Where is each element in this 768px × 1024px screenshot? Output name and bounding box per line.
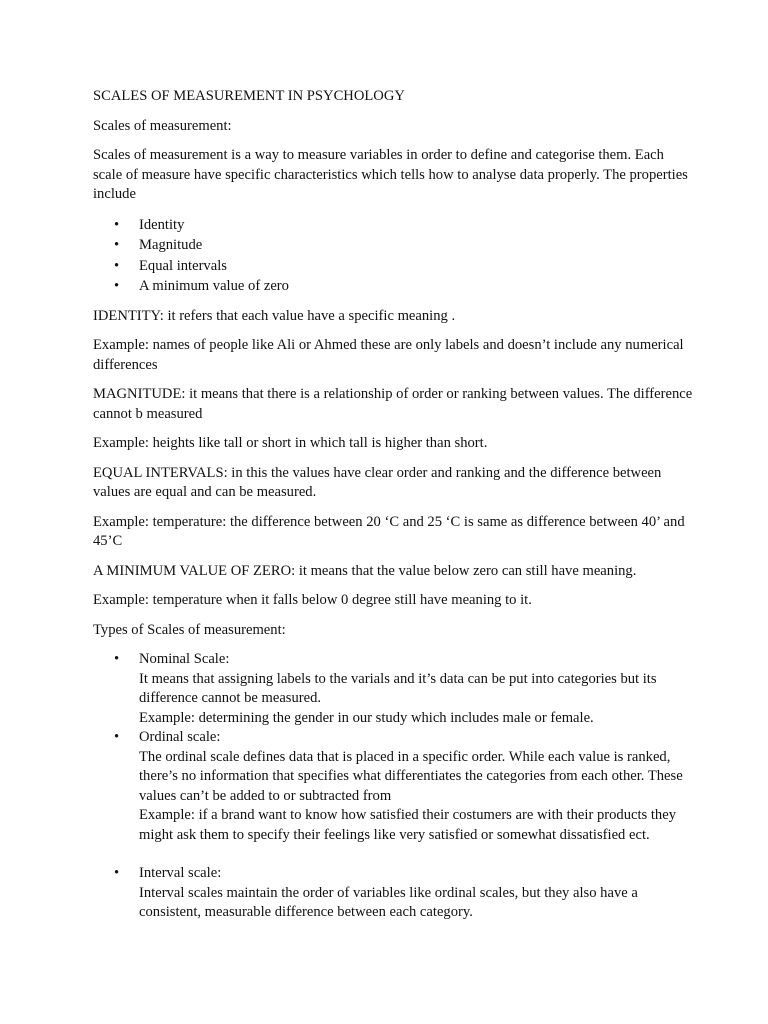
properties-list: [93, 215, 693, 297]
identity-definition: IDENTITY: it refers that each value have a specific meaning .: [93, 307, 456, 324]
magnitude-definition: MAGNITUDE: it means that there is a relationship of order or ranking between values. The difference cannot b measured: [93, 386, 693, 422]
bullet-icon: •: [114, 278, 120, 294]
list-item: • A minimum value of zero: [93, 276, 693, 297]
list-item: • Magnitude: [93, 235, 693, 256]
nominal-example: Example: determining the gender in our study which includes male or female.: [139, 709, 594, 726]
nominal-description: It means that assigning labels to the varials and it’s data can be put into categories but its difference cannot be measured.: [139, 670, 657, 706]
bullet-icon: •: [114, 865, 120, 881]
bullet-icon: •: [114, 729, 120, 745]
bullet-icon: •: [114, 651, 120, 667]
bullet-icon: •: [114, 237, 120, 253]
section-subheading: Scales of measurement:: [93, 117, 232, 134]
identity-example: Example: names of people like Ali or Ahmed these are only labels and doesn’t include any numerical differences: [93, 337, 684, 373]
ordinal-example: Example: if a brand want to know how satisfied their costumers are with their products they might ask them to specify their feelings like very satisfied or somewhat dissatisfied ect.: [139, 807, 676, 843]
equal-intervals-definition: EQUAL INTERVALS: in this the values have clear order and ranking and the difference between values are equal and can be measured.: [93, 464, 662, 500]
ordinal-name: Ordinal scale:: [139, 729, 221, 745]
equal-intervals-example: Example: temperature: the difference between 20 ‘C and 25 ‘C is same as difference between 40’ and 45’C: [93, 513, 685, 549]
bullet-icon: •: [114, 216, 120, 233]
list-item: • Identity: [93, 215, 693, 236]
types-heading: Types of Scales of measurement:: [93, 621, 286, 638]
nominal-name: Nominal Scale:: [139, 651, 230, 667]
list-item-nominal: [93, 650, 693, 728]
minimum-zero-definition: A MINIMUM VALUE OF ZERO: it means that the value below zero can still have meaning.: [93, 562, 637, 579]
interval-description: Interval scales maintain the order of variables like ordinal scales, but they also have a consistent, measurable difference between each category.: [139, 884, 638, 920]
intro-paragraph: Scales of measurement is a way to measure variables in order to define and categorise them. Each scale of measure have specific characteristics which tells how to analyse data properly. The properties include: [93, 147, 688, 202]
minimum-zero-example: Example: temperature when it falls below 0 degree still have meaning to it.: [93, 592, 532, 608]
document-page: [93, 87, 693, 933]
list-item-interval: [93, 864, 693, 923]
document-title: SCALES OF MEASUREMENT IN PSYCHOLOGY: [93, 88, 405, 104]
bullet-icon: •: [114, 257, 120, 274]
interval-name: Interval scale:: [139, 865, 222, 881]
list-item: • Equal intervals: [93, 256, 693, 277]
ordinal-description: The ordinal scale defines data that is placed in a specific order. While each value is ranked, there’s no information that specifies what differentiates the categories from each other. These values can’t be added to or subtracted from: [139, 748, 683, 804]
scale-types-list: [93, 650, 693, 923]
list-item-ordinal: [93, 728, 693, 845]
magnitude-example: Example: heights like tall or short in which tall is higher than short.: [93, 435, 488, 451]
